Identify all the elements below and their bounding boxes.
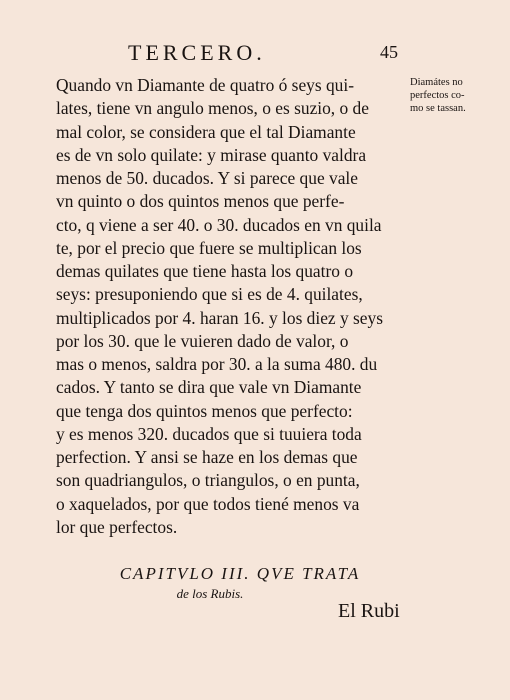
text-line: perfection. Y ansi se haze en los demas que: [56, 447, 358, 467]
text-line: o xaquelados, por que todos tiené menos va: [56, 493, 360, 514]
text-line: mal color, se considera que el tal Diamante: [56, 121, 356, 142]
text-line: mas o menos, saldra por 30. a la suma 480. du: [56, 354, 378, 374]
text-line: multiplicados por 4. haran 16. y los diez y seys: [56, 307, 383, 328]
text-line: es de vn solo quilate: y mirase quanto valdra: [56, 144, 367, 165]
text-line: Quando vn Diamante de quatro ó seys qui-: [56, 75, 354, 95]
marginal-note-line: perfectos co-: [410, 90, 465, 101]
marginal-note-line: mo se tassan.: [410, 103, 466, 114]
page-number: 45: [380, 42, 398, 62]
text-line: que tenga dos quintos menos que perfecto:: [56, 400, 353, 421]
text-line: son quadriangulos, o triangulos, o en punta,: [56, 470, 360, 491]
section-heading: El Rubi: [338, 600, 400, 622]
text-line: te, por el precio que fuere se multiplican los: [56, 237, 362, 258]
text-line: cto, q viene a ser 40. o 30. ducados en vn quila: [56, 214, 382, 235]
text-line: menos de 50. ducados. Y si parece que vale: [56, 168, 358, 188]
body-text: [56, 74, 412, 539]
text-line: lates, tiene vn angulo menos, o es suzio, o de: [56, 98, 369, 119]
marginal-note-line: Diamátes no: [410, 77, 463, 88]
marginal-note: [410, 76, 502, 115]
chapter-subtitle: de los Rubis.: [176, 586, 244, 601]
text-line: por los 30. que le vuieren dado de valor, o: [56, 330, 349, 351]
text-line: seys: presuponiendo que si es de 4. quilates,: [56, 284, 363, 305]
running-head: TERCERO.: [128, 40, 266, 65]
text-line: cados. Y tanto se dira que vale vn Diamante: [56, 377, 362, 398]
chapter-heading: [70, 562, 410, 602]
text-line: demas quilates que tiene hasta los quatro o: [56, 261, 354, 281]
text-line: vn quinto o dos quintos menos que perfe-: [56, 191, 345, 212]
text-line: lor que perfectos.: [56, 516, 178, 537]
text-line: y es menos 320. ducados que si tuuiera toda: [56, 423, 362, 444]
chapter-title: CAPITVLO III. QVE TRATA: [119, 564, 361, 583]
